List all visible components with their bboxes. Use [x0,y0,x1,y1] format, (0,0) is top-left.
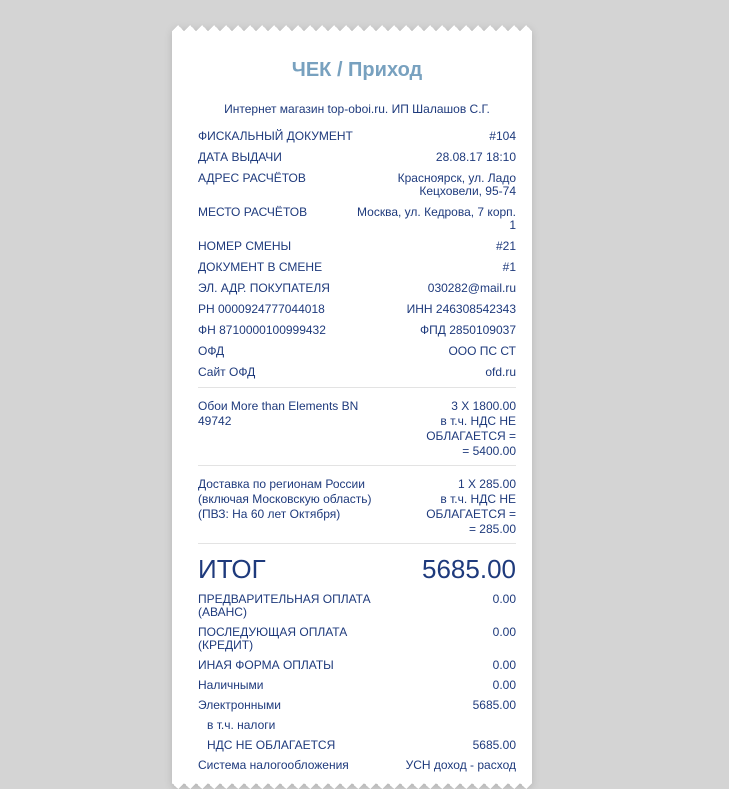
section-divider [198,465,516,466]
info-label: ФН 8710000100999432 [198,323,326,337]
item-line-total: = 285.00 [468,522,516,536]
merchant-line: Интернет магазин top-oboi.ru. ИП Шалашов С.Г. [224,102,490,116]
payment-value: 5685.00 [472,738,516,752]
total-value: 5685.00 [422,554,516,584]
payment-value: 0.00 [492,678,516,692]
receipt-title: ЧЕК / Приход [291,59,423,81]
payment-value: 5685.00 [472,698,516,712]
info-row [198,130,516,143]
info-row [198,303,516,316]
receipt-paper [172,31,532,783]
info-label: ДОКУМЕНТ В СМЕНЕ [198,260,323,274]
section-divider [198,387,516,388]
info-label: АДРЕС РАСЧЁТОВ [198,171,306,185]
info-row [198,366,516,379]
info-value: Москва, ул. Кедрова, 7 корп. 1 [357,205,516,232]
payment-section [198,593,516,772]
section-divider [198,543,516,544]
item-amounts [373,399,516,459]
info-value: #104 [489,129,516,143]
payment-label: Система налогообложения [198,758,349,772]
info-row [198,172,516,198]
info-row [198,282,516,295]
info-value: ofd.ru [485,365,516,379]
info-label: МЕСТО РАСЧЁТОВ [198,205,308,219]
info-row [198,151,516,164]
item-name: Доставка по регионам России (включая Московскую область) (ПВЗ: На 60 лет Октября) [198,477,372,521]
payment-row [198,626,516,652]
info-row [198,324,516,337]
payment-label: ПОСЛЕДУЮЩАЯ ОПЛАТА (КРЕДИТ) [198,625,348,652]
fiscal-info-section [198,130,516,379]
info-value: 28.08.17 18:10 [435,150,516,164]
total-label: ИТОГ [198,554,266,584]
info-row [198,261,516,274]
info-value: ООО ПС СТ [448,344,516,358]
info-value: #21 [495,239,516,253]
info-value: #1 [502,260,516,274]
item-name: Обои More than Elements BN 49742 [198,399,359,428]
payment-value: УСН доход - расход [405,758,516,772]
payment-label: Наличными [198,678,264,692]
info-value: Красноярск, ул. Ладо Кецховели, 95-74 [397,171,516,198]
info-value: 030282@mail.ru [427,281,516,295]
info-label: ФИСКАЛЬНЫЙ ДОКУМЕНТ [198,129,353,143]
item-qty-price: 1 X 285.00 [457,477,516,491]
item-amounts [373,477,516,537]
item-vat-note: в т.ч. НДС НЕ ОБЛАГАЕТСЯ = [426,414,516,443]
payment-row [198,699,516,712]
item-line-total: = 5400.00 [462,444,516,458]
payment-row [198,659,516,672]
info-label: ОФД [198,344,225,358]
receipt-torn-edge-bottom [172,783,532,789]
line-item [198,477,516,537]
info-label: ДАТА ВЫДАЧИ [198,150,282,164]
info-label: НОМЕР СМЕНЫ [198,239,292,253]
payment-row [198,759,516,772]
payment-row [198,593,516,619]
payment-label: НДС НЕ ОБЛАГАЕТСЯ [207,738,336,752]
payment-row [198,679,516,692]
payment-value: 0.00 [492,658,516,672]
info-row [198,240,516,253]
info-label: Сайт ОФД [198,365,256,379]
payment-row [198,739,516,752]
payment-label: в т.ч. налоги [207,718,276,732]
info-label: РН 0000924777044018 [198,302,325,316]
info-value: ИНН 246308542343 [406,302,516,316]
total-row [198,555,516,583]
info-label: ЭЛ. АДР. ПОКУПАТЕЛЯ [198,281,330,295]
receipt-card [172,25,532,789]
item-qty-price: 3 X 1800.00 [451,399,516,413]
payment-value: 0.00 [492,592,516,606]
payment-row [198,719,516,732]
line-items-section [198,399,516,544]
line-item [198,399,516,459]
info-value: ФПД 2850109037 [420,323,516,337]
payment-label: Электронными [198,698,281,712]
payment-label: ПРЕДВАРИТЕЛЬНАЯ ОПЛАТА (АВАНС) [198,592,371,619]
payment-label: ИНАЯ ФОРМА ОПЛАТЫ [198,658,334,672]
info-row [198,345,516,358]
info-row [198,206,516,232]
item-vat-note: в т.ч. НДС НЕ ОБЛАГАЕТСЯ = [426,492,516,521]
payment-value: 0.00 [492,625,516,639]
